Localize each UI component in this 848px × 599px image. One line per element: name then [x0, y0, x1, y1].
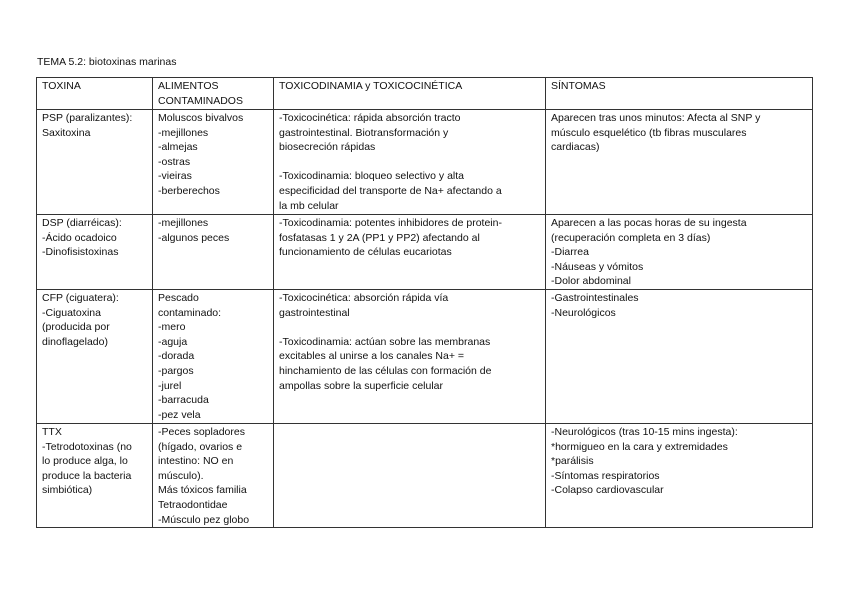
cell-line: -Peces sopladores [158, 426, 245, 438]
cell-line: -vieiras [158, 170, 192, 183]
cell-line: -aguja [158, 335, 188, 348]
cell-line: lo produce alga, lo [42, 455, 128, 468]
cell-line: PSP (paralizantes): [42, 112, 133, 124]
header-alimentos-line: ALIMENTOS [158, 80, 219, 92]
cell-line: -Toxicodinamia: actúan sobre las membranas [279, 335, 491, 348]
cell-line: funcionamiento de células eucariotas [279, 246, 452, 259]
cell-line: Pescado [158, 292, 199, 304]
cell-toxina [37, 110, 153, 215]
cell-line: -mejillones [158, 126, 209, 139]
cell-toxicodinamia [274, 215, 546, 290]
cell-line: -Toxicodinamia: bloqueo selectivo y alta [279, 170, 465, 183]
cell-line: TTX [42, 426, 62, 438]
cell-line: -Síntomas respiratorios [551, 469, 660, 482]
cell-line: produce la bacteria [42, 469, 132, 482]
cell-line: Saxitoxina [42, 126, 91, 139]
cell-line: -Ciguatoxina [42, 306, 101, 319]
table-row [37, 215, 813, 290]
cell-line: *hormigueo en la cara y extremidades [551, 440, 728, 453]
cell-toxicodinamia [274, 290, 546, 424]
cell-sintomas [546, 110, 813, 215]
header-alimentos [153, 78, 274, 110]
header-toxina: TOXINA [37, 78, 153, 110]
cell-line: contaminado: [158, 306, 222, 319]
cell-line: -almejas [158, 141, 198, 154]
table-header-row [37, 78, 813, 110]
cell-line: músculo esquelético (tb fibras musculares [551, 126, 747, 139]
cell-line: gastrointestinal. Biotransformación y [279, 126, 449, 139]
cell-line: -Toxicodinamia: potentes inhibidores de protein- [279, 217, 502, 229]
cell-line: -Neurológicos (tras 10-15 mins ingesta): [551, 426, 738, 438]
cell-line: -Dolor abdominal [551, 275, 631, 288]
cell-sintomas [546, 290, 813, 424]
cell-line: dinoflagelado) [42, 335, 108, 348]
cell-line: Más tóxicos familia [158, 484, 247, 497]
cell-line: intestino: NO en [158, 455, 234, 468]
table-row [37, 290, 813, 424]
cell-line: gastrointestinal [279, 306, 350, 319]
table-row [37, 110, 813, 215]
cell-line: Tetraodontidae [158, 498, 228, 511]
cell-line: (hígado, ovarios e [158, 440, 243, 453]
cell-line: (producida por [42, 321, 110, 334]
table-row [37, 424, 813, 528]
cell-line: -mejillones [158, 217, 209, 229]
cell-toxina [37, 424, 153, 528]
cell-line: (recuperación completa en 3 días) [551, 231, 711, 244]
cell-line: músculo). [158, 469, 204, 482]
cell-line: -barracuda [158, 394, 209, 407]
cell-line: -Colapso cardiovascular [551, 484, 664, 497]
cell-toxicodinamia [274, 110, 546, 215]
header-sintomas: SÍNTOMAS [546, 78, 813, 110]
cell-line: DSP (diarréicas): [42, 217, 122, 229]
cell-line: *parálisis [551, 455, 594, 468]
cell-toxina [37, 215, 153, 290]
cell-toxina [37, 290, 153, 424]
cell-line: Moluscos bivalvos [158, 112, 244, 124]
cell-line: -berberechos [158, 184, 220, 197]
cell-line: biosecreción rápidas [279, 141, 376, 154]
cell-line: -Neurológicos [551, 306, 616, 319]
cell-line: -pargos [158, 364, 194, 377]
cell-alimentos [153, 110, 274, 215]
cell-line: Aparecen a las pocas horas de su ingesta [551, 217, 747, 229]
cell-line: cardiacas) [551, 141, 600, 154]
cell-line: -Toxicocinética: absorción rápida vía [279, 292, 449, 304]
cell-line: ampollas sobre la superficie celular [279, 379, 443, 392]
cell-toxicodinamia [274, 424, 546, 528]
cell-sintomas [546, 215, 813, 290]
cell-line: -jurel [158, 379, 182, 392]
cell-line: Aparecen tras unos minutos: Afecta al SNP y [551, 112, 761, 124]
cell-sintomas [546, 424, 813, 528]
page-title: TEMA 5.2: biotoxinas marinas [37, 56, 177, 68]
cell-line: la mb celular [279, 199, 339, 212]
cell-line: simbiótica) [42, 484, 93, 497]
cell-line: -Diarrea [551, 246, 589, 259]
cell-line: especificidad del transporte de Na+ afectando a [279, 184, 502, 197]
cell-line: -Náuseas y vómitos [551, 260, 644, 273]
cell-gap [279, 320, 542, 335]
cell-line: -Músculo pez globo [158, 513, 250, 526]
header-alimentos-line: CONTAMINADOS [158, 94, 243, 107]
cell-line: excitables al unirse a los canales Na+ = [279, 350, 465, 363]
cell-line: -dorada [158, 350, 195, 363]
cell-line: fosfatasas 1 y 2A (PP1 y PP2) afectando al [279, 231, 480, 244]
cell-line: -Dinofisistoxinas [42, 246, 119, 259]
cell-gap [279, 155, 542, 170]
cell-line: -ostras [158, 155, 191, 168]
cell-alimentos [153, 215, 274, 290]
biotoxins-table [36, 77, 813, 528]
cell-line: -Toxicocinética: rápida absorción tracto [279, 112, 461, 124]
cell-line: -Tetrodotoxinas (no [42, 440, 132, 453]
cell-line: hinchamiento de las células con formación de [279, 364, 492, 377]
cell-line: -Ácido ocadoico [42, 231, 117, 244]
cell-line: -Gastrointestinales [551, 292, 639, 304]
cell-line: -mero [158, 321, 186, 334]
cell-alimentos [153, 424, 274, 528]
cell-alimentos [153, 290, 274, 424]
cell-line: -pez vela [158, 408, 201, 421]
header-toxicodinamia: TOXICODINAMIA y TOXICOCINÉTICA [274, 78, 546, 110]
cell-line: CFP (ciguatera): [42, 292, 119, 304]
cell-line: -algunos peces [158, 231, 230, 244]
